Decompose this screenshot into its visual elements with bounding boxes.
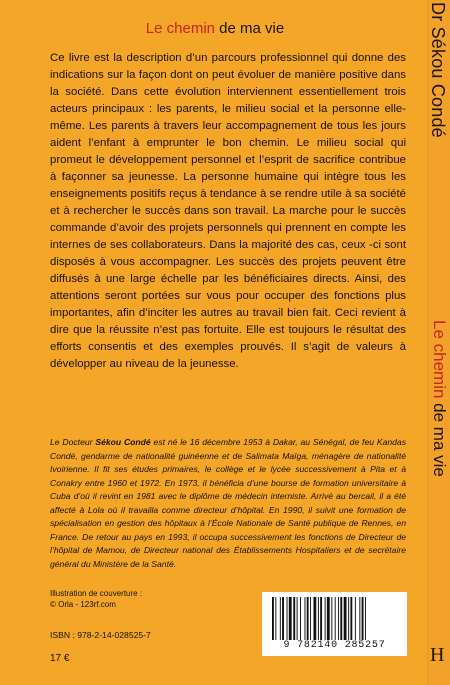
book-summary: Ce livre est la description d’un parcours professionnel qui donne des indications sur la façon dont on peut évoluer de manière positive dans la société. Dans cette évolution interviennent essentiellement trois acteurs principaux : les parents, le milieu social et la personne elle-même. Les parents à travers leur accompagnement de tous les jours aident l’enfant à emprunter le bon chemin. Le milieu social qui promeut le développement personnel et l’esprit de sacrifice contribue à façonner sa jeunesse. La personne humaine qui intègre tous les enseignements positifs reçus à tendance à se rendre utile à sa société et à rechercher le succès dans son travail. La marche pour le succès commande d’avoir des projets personnels qui prennent en compte les internes de ses collaborateurs. Dans la majorité des cas, ceux -ci sont disposés à vous accompagner. Les succès des projets peuvent être diffusés à une large échelle par les bénéficiaires directs. Ainsi, des attentions seront portées sur vous pour occuper des fonctions plus importantes, afin d’inciter les autres au travail bien fait. Ceci revient à dire que la réussite n’est pas fortuite. Elle est toujours le résultat des efforts consentis et des exemples prouvés. Il s’agit de valeurs à développer au niveau de la jeunesse.	[50, 52, 406, 370]
credit-line-2: © Orla - 123rf.com	[50, 600, 116, 609]
barcode-digits: 9 782140 285257	[283, 640, 386, 651]
barcode-bar	[331, 597, 332, 640]
barcode	[262, 592, 407, 656]
barcode-bar	[313, 597, 316, 640]
barcode-bars	[272, 597, 397, 640]
barcode-bar	[335, 597, 336, 640]
barcode-bar	[275, 597, 276, 640]
barcode-bar	[362, 597, 364, 640]
barcode-bar	[344, 597, 347, 640]
isbn: ISBN : 978-2-14-028525-7	[50, 630, 151, 640]
barcode-bar	[304, 597, 305, 640]
spine-title-part2: de ma vie	[430, 398, 449, 477]
spine-title	[429, 320, 449, 477]
barcode-bar	[272, 597, 274, 640]
barcode-bar	[325, 597, 326, 640]
title-part2: de ma vie	[215, 20, 285, 37]
barcode-bar	[355, 597, 356, 640]
barcode-bar	[338, 597, 339, 640]
price: 17 €	[50, 653, 70, 664]
spine-title-part1: Le chemin	[430, 320, 449, 399]
barcode-bar	[320, 597, 322, 640]
cover-title	[0, 20, 430, 37]
barcode-bar	[348, 597, 349, 640]
credit-line-1: Illustration de couverture :	[50, 589, 143, 598]
barcode-bar	[318, 597, 319, 640]
barcode-bar	[310, 597, 311, 640]
author-bio	[50, 436, 406, 571]
barcode-bar	[340, 597, 342, 640]
barcode-bar	[280, 597, 281, 640]
barcode-bar	[350, 597, 352, 640]
barcode-bar	[365, 597, 366, 640]
title-part1: Le chemin	[145, 20, 215, 37]
bio-author-name: Sékou Condé	[95, 437, 151, 447]
barcode-bar	[289, 597, 292, 640]
publisher-logo: H	[430, 644, 445, 666]
barcode-bar	[287, 597, 288, 640]
barcode-bar	[300, 597, 301, 640]
barcode-bar	[359, 597, 360, 640]
barcode-bar	[282, 597, 284, 640]
cover-illustration-credit	[50, 588, 220, 610]
bio-intro: Le Docteur	[50, 437, 96, 447]
barcode-bar	[293, 597, 295, 640]
barcode-bar	[297, 597, 298, 640]
barcode-bar	[307, 597, 309, 640]
bio-text: est né le 16 décembre 1953 à Dakar, au Sénégal, de feu Kandas Condé, gendarme de nationalité guinéenne et de Salimata Maïga, ménagère de nationalité Ivoirienne. Il fit ses études primaires, le collège et le lycée successivement à Pita et à Conakry entre 1960 et 1972. En 1973, il bénéficia d’une bourse de formation universitaire à Cuba d’où il revint en 1981 avec le diplôme de médecin interniste. Arrivé au bercail, il a été affecté à Lola où il travailla comme directeur d’hôpital. En 1990, il suivit une formation de spécialisation en gestion des hôpitaux à l’École Nationale de Santé publique de Rennes, en France. De retour au pays en 1993, il occupa successivement les fonctions de Directeur de l’hôpital de Mamou, de Directeur national des Établissements Hospitaliers et de secrétaire général du Ministère de la Santé.	[50, 437, 406, 569]
barcode-bar	[327, 597, 330, 640]
spine-author: Dr Sékou Condé	[428, 2, 448, 138]
